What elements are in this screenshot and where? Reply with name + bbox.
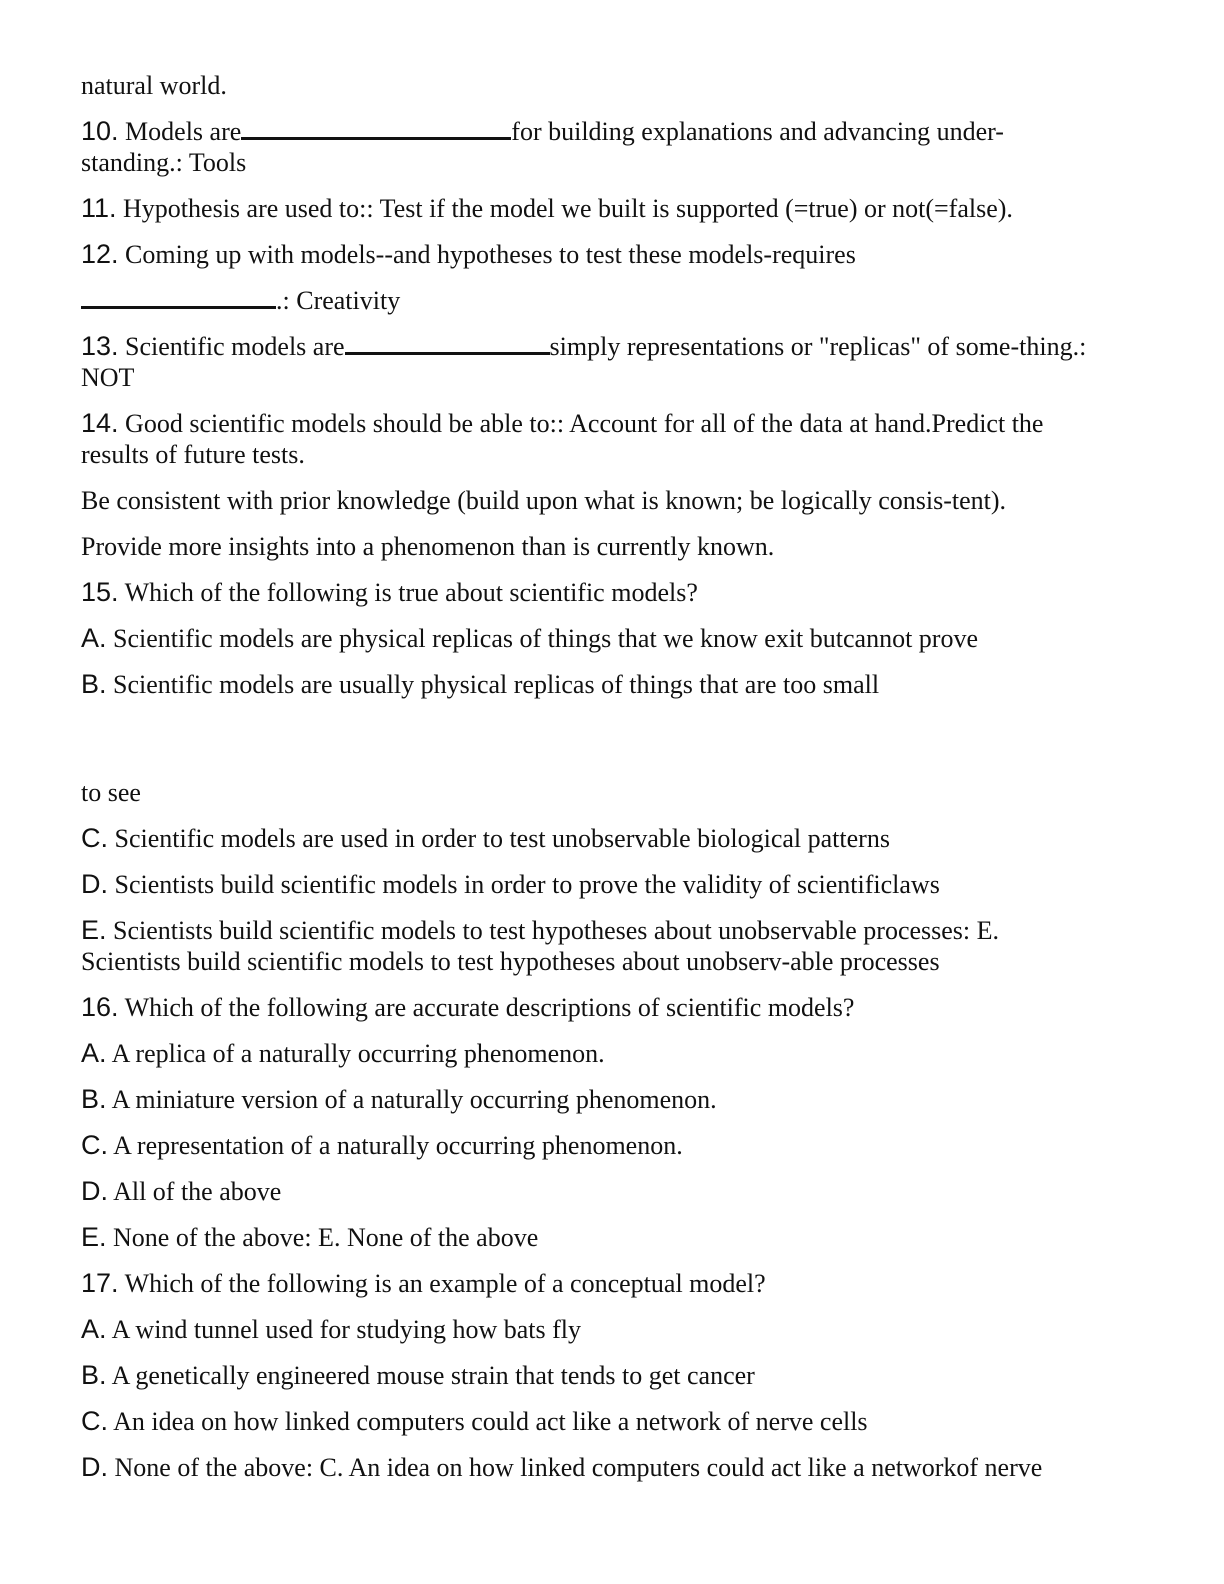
question-text: Which of the following are accurate descriptions of scientific models?: [118, 993, 855, 1022]
question-answer: NOT: [81, 363, 135, 392]
option-letter: D.: [81, 869, 108, 899]
question-11: [81, 193, 1141, 224]
option-text: A wind tunnel used for studying how bats fly: [106, 1315, 581, 1344]
option-16-e: [81, 1222, 1141, 1253]
question-answer: standing.: Tools: [81, 148, 247, 177]
question-16: [81, 992, 1141, 1023]
question-number: 11.: [81, 193, 117, 223]
answer-blank: [241, 117, 511, 140]
question-text: Which of the following is true about scientific models?: [118, 578, 698, 607]
option-17-b: [81, 1360, 1141, 1391]
option-text: Scientists build scientific models in order to prove the validity of scientificlaws: [108, 870, 940, 899]
question-number: 16.: [81, 992, 119, 1022]
question-number: 12.: [81, 239, 119, 269]
option-letter: E.: [81, 915, 107, 945]
question-text: Models are: [118, 117, 242, 146]
question-text: Hypothesis are used to:: Test if the model we built is supported (=true) or not(=false).: [116, 194, 1013, 223]
question-number: 15.: [81, 577, 119, 607]
lead-in-text: natural world.: [81, 71, 227, 100]
option-letter: B.: [81, 1084, 107, 1114]
question-number: 17.: [81, 1268, 119, 1298]
option-letter: A.: [81, 623, 107, 653]
option-text: Scientific models are usually physical replicas of things that are too small: [106, 670, 880, 699]
option-text: A genetically engineered mouse strain that tends to get cancer: [106, 1361, 755, 1390]
question-12-answer-line: [81, 285, 1141, 316]
option-letter: E.: [81, 1222, 107, 1252]
option-text: A replica of a naturally occurring phenomenon.: [106, 1039, 605, 1068]
answer-blank: [345, 332, 550, 355]
option-16-b: [81, 1084, 1141, 1115]
question-text: Good scientific models should be able to:: Account for all of the data at hand.Predict the: [118, 409, 1044, 438]
document-page: [81, 70, 1141, 1498]
question-answer: .: Creativity: [276, 286, 401, 315]
answer-blank: [81, 286, 276, 309]
option-letter: B.: [81, 1360, 107, 1390]
question-number: 13.: [81, 331, 119, 361]
option-15-b: [81, 669, 1141, 700]
question-14-answer-extra: Provide more insights into a phenomenon than is currently known.: [81, 532, 775, 561]
question-15: [81, 577, 1141, 608]
option-15-b-continued: to see: [81, 778, 141, 807]
question-13: [81, 331, 1141, 393]
question-number: 10.: [81, 116, 119, 146]
option-15-d: [81, 869, 1141, 900]
option-16-c: [81, 1130, 1141, 1161]
option-letter: B.: [81, 669, 107, 699]
option-text: A representation of a naturally occurring phenomenon.: [108, 1131, 683, 1160]
option-text: None of the above: C. An idea on how linked computers could act like a networkof nerve: [108, 1453, 1043, 1482]
question-14: [81, 408, 1141, 470]
option-text: Scientists build scientific models to test hypotheses about unobservable processes: E.: [106, 916, 1000, 945]
option-15-e: [81, 915, 1141, 977]
option-16-d: [81, 1176, 1141, 1207]
option-17-d: [81, 1452, 1141, 1483]
question-10: [81, 116, 1141, 178]
option-text: An idea on how linked computers could act like a network of nerve cells: [108, 1407, 868, 1436]
question-text-continued: results of future tests.: [81, 440, 305, 469]
option-text: A miniature version of a naturally occurring phenomenon.: [106, 1085, 717, 1114]
question-text: Coming up with models--and hypotheses to test these models-requires: [118, 240, 856, 269]
option-text: Scientific models are physical replicas of things that we know exit butcannot prove: [106, 624, 978, 653]
option-letter: D.: [81, 1452, 108, 1482]
question-number: 14.: [81, 408, 119, 438]
option-15-a: [81, 623, 1141, 654]
question-text: Which of the following is an example of a conceptual model?: [118, 1269, 766, 1298]
option-text-continued: Scientists build scientific models to test hypotheses about unobserv-able processes: [81, 947, 940, 976]
question-text-after: for building explanations and advancing under-: [511, 117, 1004, 146]
option-text: Scientific models are used in order to test unobservable biological patterns: [108, 824, 890, 853]
option-letter: C.: [81, 1406, 108, 1436]
option-16-a: [81, 1038, 1141, 1069]
option-17-a: [81, 1314, 1141, 1345]
option-letter: C.: [81, 1130, 108, 1160]
option-text: All of the above: [108, 1177, 282, 1206]
option-letter: D.: [81, 1176, 108, 1206]
option-letter: A.: [81, 1314, 107, 1344]
question-12: [81, 239, 1141, 270]
question-17: [81, 1268, 1141, 1299]
page-gap: [81, 715, 1141, 777]
option-17-c: [81, 1406, 1141, 1437]
option-letter: C.: [81, 823, 108, 853]
option-letter: A.: [81, 1038, 107, 1068]
question-text-after: simply representations or "replicas" of some-thing.:: [549, 332, 1087, 361]
question-text: Scientific models are: [118, 332, 345, 361]
question-14-answer-extra: Be consistent with prior knowledge (build upon what is known; be logically consis-tent).: [81, 486, 1007, 515]
option-text: None of the above: E. None of the above: [106, 1223, 539, 1252]
option-15-c: [81, 823, 1141, 854]
